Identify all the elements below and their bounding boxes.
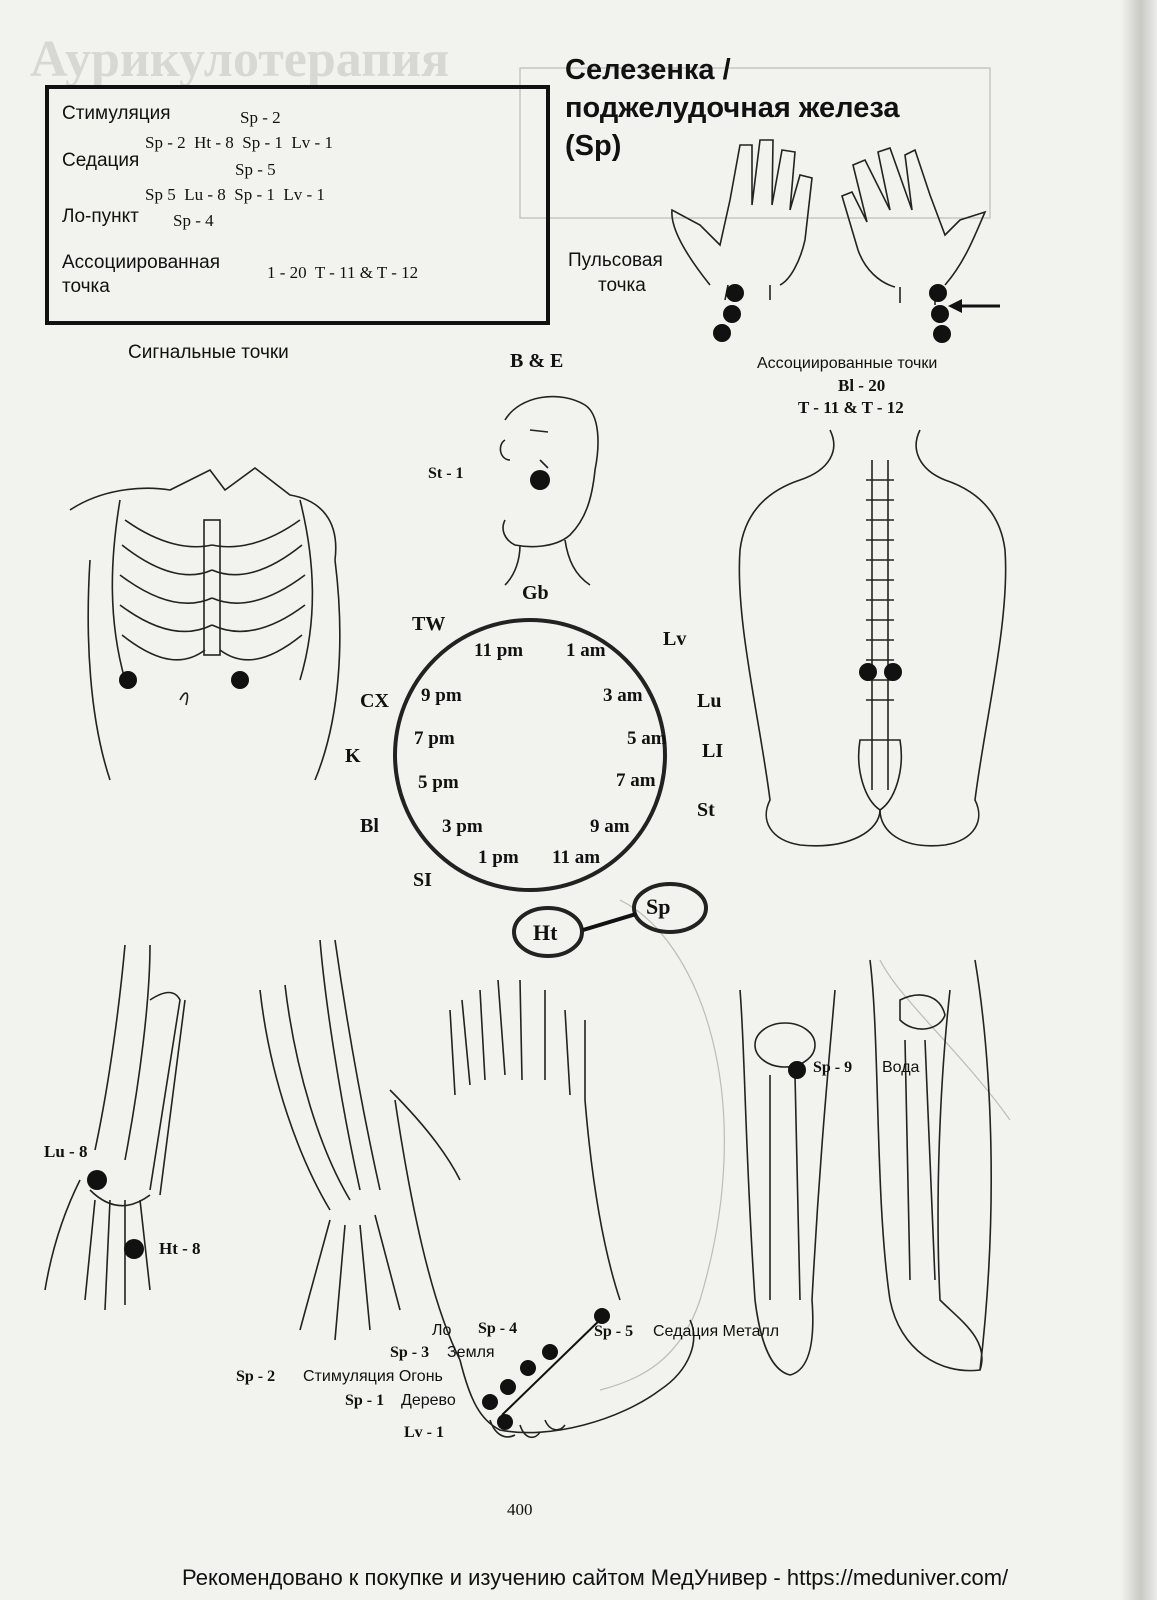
hands-drawing [672, 140, 1000, 343]
lu8-label: Lu - 8 [44, 1142, 88, 1161]
assoc-point-right [884, 663, 902, 681]
sp2-desc: Стимуляция Огонь [303, 1368, 443, 1385]
sedation-label: Седация [62, 150, 140, 171]
sedation-combo: Sp 5 Lu - 8 Sp - 1 Lv - 1 [145, 185, 325, 204]
assoc-bl-label: Bl - 20 [838, 376, 886, 395]
sp9-desc: Вода [882, 1059, 920, 1076]
sp3-point [520, 1360, 536, 1376]
stimulation-combo: Sp - 2 Ht - 8 Sp - 1 Lv - 1 [145, 133, 333, 152]
sp4-label: Sp - 4 [478, 1320, 518, 1337]
bleed-through-figure [600, 900, 724, 1390]
page-title-abbr: (Sp) [565, 130, 622, 162]
rib-cage-drawing [70, 468, 340, 780]
hour-5pm: 5 pm [418, 772, 459, 793]
sp5-desc: Седация Металл [653, 1323, 780, 1340]
sp1-point [482, 1394, 498, 1410]
hour-11pm: 11 pm [474, 640, 524, 661]
hour-11am: 11 am [552, 847, 601, 868]
ht8-point [124, 1239, 144, 1259]
page-title-line-1: Селезенка / [565, 54, 731, 86]
head-drawing [500, 397, 598, 585]
sp3-desc: Земля [447, 1344, 495, 1361]
sp9-point [788, 1061, 806, 1079]
lo-point: Sp - 4 [173, 211, 214, 230]
arms-skeleton-drawing [45, 940, 400, 1340]
back-spine-drawing [739, 430, 1005, 846]
sp1-label: Sp - 1 [345, 1392, 385, 1409]
pulse-label-1: Пульсовая [568, 250, 663, 271]
hour-9am: 9 am [590, 816, 630, 837]
lo-label: Ло-пункт [62, 206, 139, 227]
stimulation-label: Стимуляция [62, 103, 171, 124]
sp3-label: Sp - 3 [390, 1344, 430, 1361]
meridian-tw: TW [412, 613, 446, 635]
sp4-point [542, 1344, 558, 1360]
meridian-k: K [345, 745, 361, 767]
assoc-point-left [859, 663, 877, 681]
page-number: 400 [507, 1500, 533, 1519]
st1-label: St - 1 [428, 465, 464, 482]
sp5-label: Sp - 5 [594, 1323, 634, 1340]
hour-7am: 7 am [616, 770, 656, 791]
sp9-label: Sp - 9 [813, 1059, 853, 1076]
meridian-st: St [697, 799, 715, 821]
meridian-lv: Lv [663, 628, 687, 650]
lo-foot-label: Ло [432, 1322, 452, 1339]
hour-1pm: 1 pm [478, 847, 519, 868]
hour-3am: 3 am [603, 685, 643, 706]
lv1-point [497, 1414, 513, 1430]
meridian-ht: Ht [533, 920, 558, 945]
signal-point-left [119, 671, 137, 689]
sp2-point [500, 1379, 516, 1395]
signal-points-label: Сигнальные точки [128, 342, 289, 363]
footer-recommendation: Рекомендовано к покупке и изучению сайтом МедУнивер - https://meduniver.com/ [182, 1565, 1009, 1590]
page-title-line-2: поджелудочная железа [565, 92, 900, 124]
ht8-label: Ht - 8 [159, 1239, 201, 1258]
hour-5am: 5 am [627, 728, 667, 749]
legs-drawing [740, 960, 991, 1375]
meridian-lu: Lu [697, 690, 722, 712]
lv1-label: Lv - 1 [404, 1424, 444, 1441]
sp2-label: Sp - 2 [236, 1368, 276, 1385]
hour-9pm: 9 pm [421, 685, 462, 706]
assoc-points-title: Ассоциированные точки [757, 355, 938, 372]
hour-1am: 1 am [566, 640, 606, 661]
assoc-label-1: Ассоциированная [62, 252, 220, 273]
hour-3pm: 3 pm [442, 816, 483, 837]
head-label: B & E [510, 350, 564, 372]
pulse-label-2: точка [598, 275, 646, 296]
bleed-through-header: Аурикулотерапия [30, 31, 450, 88]
assoc-label-2: точка [62, 276, 110, 297]
lu8-point [87, 1170, 107, 1190]
meridian-sp: Sp [646, 894, 671, 919]
st1-point [530, 470, 550, 490]
meridian-gb: Gb [522, 582, 549, 604]
hour-7pm: 7 pm [414, 728, 455, 749]
sp1-desc: Дерево [401, 1392, 456, 1409]
assoc-points: 1 - 20 T - 11 & T - 12 [267, 263, 419, 282]
meridian-si: SI [413, 869, 432, 891]
stimulation-point: Sp - 2 [240, 108, 281, 127]
meridian-li: LI [702, 740, 724, 762]
sp5-point [594, 1308, 610, 1324]
pulse-point-right-upper [929, 284, 947, 302]
pulse-point-left-upper [726, 284, 744, 302]
meridian-bl: Bl [360, 815, 379, 837]
signal-point-right [231, 671, 249, 689]
meridian-cx: CX [360, 690, 389, 712]
assoc-t-label: T - 11 & T - 12 [798, 398, 904, 417]
sedation-point: Sp - 5 [235, 160, 276, 179]
